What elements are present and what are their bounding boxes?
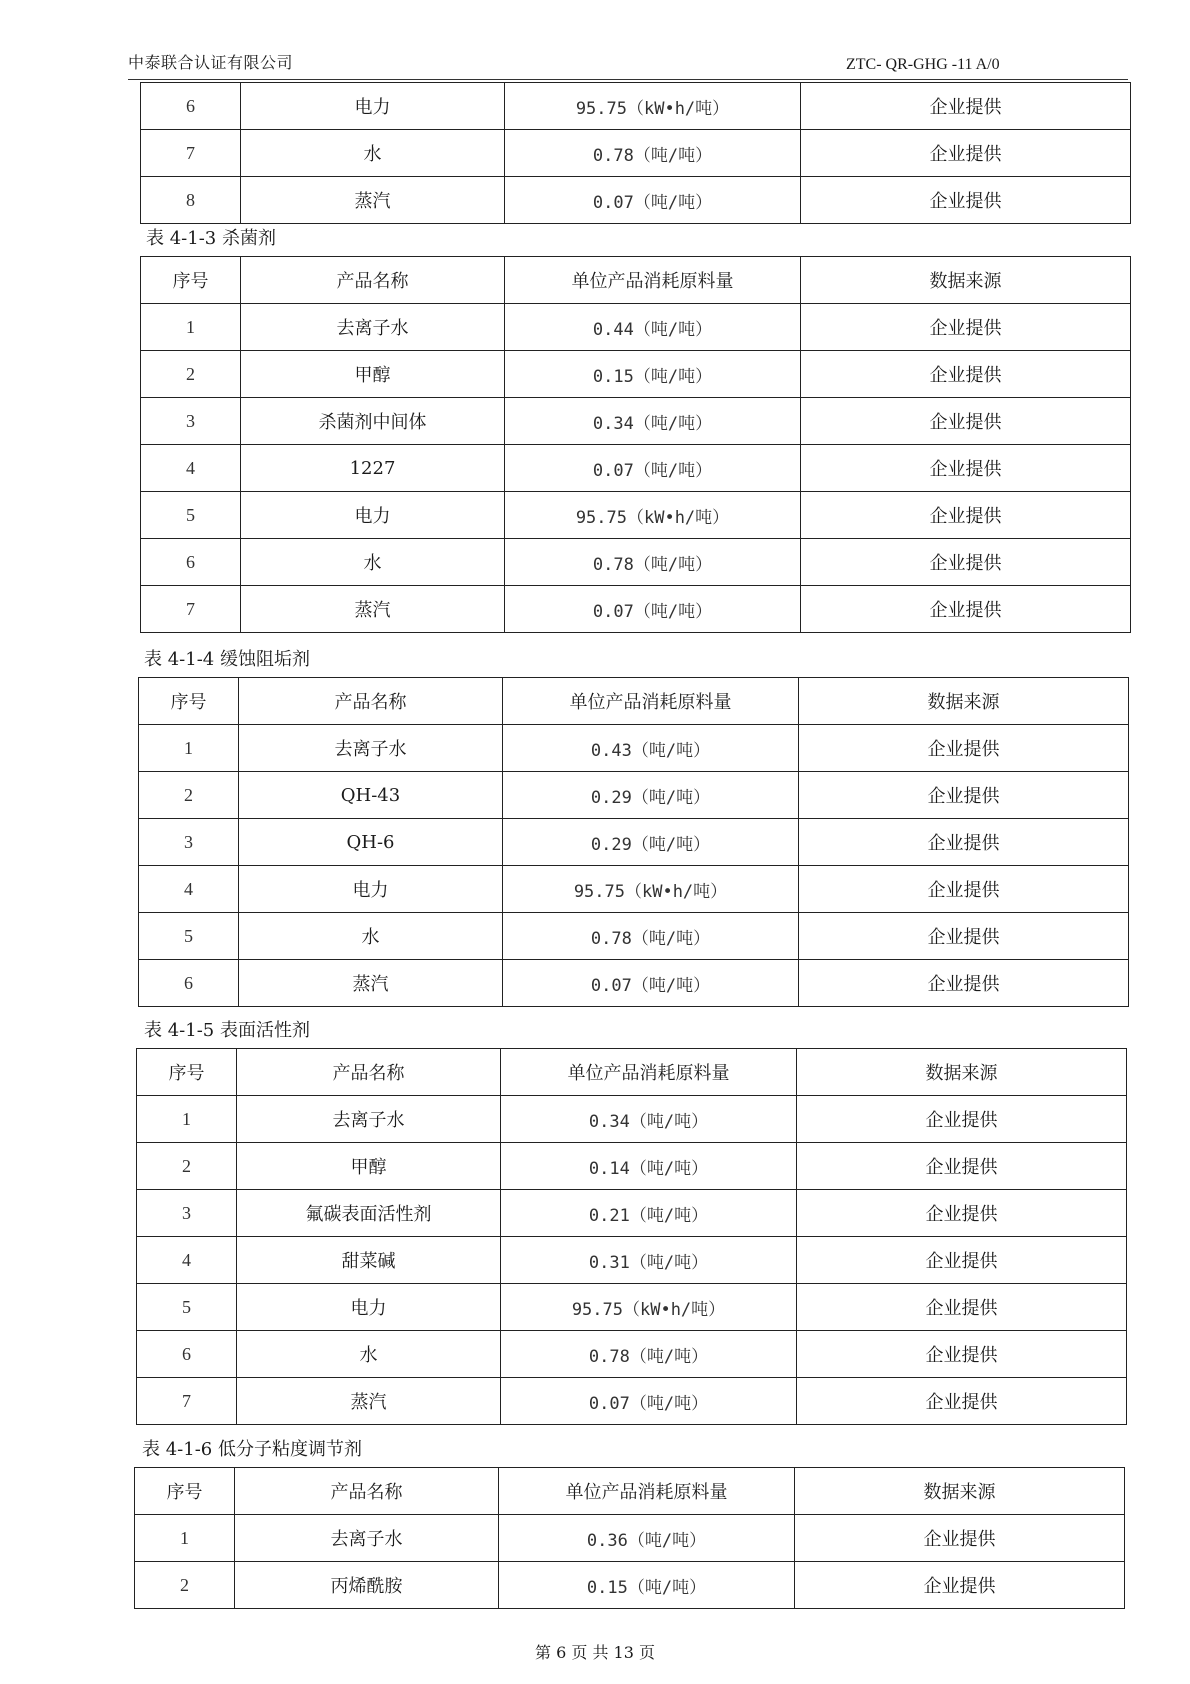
table-caption-4-1-3: 表 4-1-3 杀菌剂 [146,228,276,249]
header-cell: 单位产品消耗原料量 [505,257,801,304]
table-row [139,866,1129,913]
table-row [139,725,1129,772]
table-row [135,1562,1125,1609]
product-name-cell: 去离子水 [241,304,505,351]
consumption-cell: 0.15（吨/吨） [505,351,801,398]
product-name-cell: 电力 [239,866,503,913]
product-name-cell: 蒸汽 [237,1378,501,1425]
consumption-cell: 95.75（kW•h/吨） [503,866,799,913]
header-cell: 数据来源 [797,1049,1127,1096]
header-cell: 数据来源 [801,257,1131,304]
table-caption-4-1-4: 表 4-1-4 缓蚀阻垢剂 [144,649,310,670]
data-source-cell: 企业提供 [799,913,1129,960]
data-source-cell: 企业提供 [795,1562,1125,1609]
consumption-cell: 0.07（吨/吨） [505,177,801,224]
data-source-cell: 企业提供 [799,772,1129,819]
table-header-row [137,1049,1127,1096]
header-cell: 单位产品消耗原料量 [499,1468,795,1515]
data-source-cell: 企业提供 [799,960,1129,1007]
header-cell: 产品名称 [237,1049,501,1096]
consumption-cell: 0.44（吨/吨） [505,304,801,351]
table-row [141,177,1131,224]
table-row [139,960,1129,1007]
header-cell: 单位产品消耗原料量 [503,678,799,725]
row-index-cell: 2 [135,1562,235,1609]
data-source-cell: 企业提供 [799,819,1129,866]
table-row [137,1378,1127,1425]
product-name-cell: 去离子水 [235,1515,499,1562]
row-index-cell: 3 [137,1190,237,1237]
table-row [135,1515,1125,1562]
table-row [141,539,1131,586]
row-index-cell: 6 [141,83,241,130]
row-index-cell: 4 [141,445,241,492]
product-name-cell: 电力 [237,1284,501,1331]
table-row [141,445,1131,492]
table-row [139,913,1129,960]
header-cell: 单位产品消耗原料量 [501,1049,797,1096]
data-source-cell: 企业提供 [801,539,1131,586]
table-row [141,304,1131,351]
consumption-cell: 0.15（吨/吨） [499,1562,795,1609]
data-source-cell: 企业提供 [797,1190,1127,1237]
table-row [141,351,1131,398]
table-row [139,819,1129,866]
table-row [137,1331,1127,1378]
table-caption-4-1-5: 表 4-1-5 表面活性剂 [144,1020,310,1041]
table-row [141,586,1131,633]
table-row [137,1096,1127,1143]
product-name-cell: 水 [237,1331,501,1378]
header-cell: 产品名称 [239,678,503,725]
header-cell: 产品名称 [235,1468,499,1515]
row-index-cell: 2 [141,351,241,398]
row-index-cell: 3 [139,819,239,866]
row-index-cell: 4 [139,866,239,913]
row-index-cell: 2 [137,1143,237,1190]
company-name: 中泰联合认证有限公司 [128,53,294,72]
data-source-cell: 企业提供 [797,1237,1127,1284]
table-row [137,1237,1127,1284]
product-name-cell: 甲醇 [241,351,505,398]
table-row [141,398,1131,445]
consumption-cell: 95.75（kW•h/吨） [501,1284,797,1331]
data-source-cell: 企业提供 [797,1378,1127,1425]
product-name-cell: 蒸汽 [241,177,505,224]
row-index-cell: 8 [141,177,241,224]
header-cell: 序号 [137,1049,237,1096]
consumption-cell: 0.07（吨/吨） [503,960,799,1007]
table-header-row [139,678,1129,725]
table-4-1-3 [140,256,1131,633]
table-4-1-6 [134,1467,1125,1609]
product-name-cell: 电力 [241,492,505,539]
data-source-cell: 企业提供 [797,1284,1127,1331]
header-cell: 数据来源 [799,678,1129,725]
product-name-cell: 氟碳表面活性剂 [237,1190,501,1237]
table-row [137,1284,1127,1331]
table-4-1-4 [138,677,1129,1007]
header-cell: 序号 [141,257,241,304]
consumption-cell: 0.78（吨/吨） [505,539,801,586]
table-header-row [135,1468,1125,1515]
table-header-row [141,257,1131,304]
table-4-1-5 [136,1048,1127,1425]
row-index-cell: 6 [137,1331,237,1378]
header-cell: 数据来源 [795,1468,1125,1515]
row-index-cell: 7 [137,1378,237,1425]
consumption-cell: 0.07（吨/吨） [505,586,801,633]
product-name-cell: 水 [241,539,505,586]
product-name-cell: 电力 [241,83,505,130]
table-row [137,1143,1127,1190]
consumption-cell: 0.78（吨/吨） [505,130,801,177]
consumption-cell: 0.14（吨/吨） [501,1143,797,1190]
data-source-cell: 企业提供 [799,866,1129,913]
data-source-cell: 企业提供 [801,304,1131,351]
row-index-cell: 4 [137,1237,237,1284]
consumption-cell: 0.31（吨/吨） [501,1237,797,1284]
table-continued [140,82,1131,224]
consumption-cell: 0.29（吨/吨） [503,819,799,866]
consumption-cell: 0.34（吨/吨） [505,398,801,445]
product-name-cell: QH-43 [239,772,503,819]
product-name-cell: 杀菌剂中间体 [241,398,505,445]
row-index-cell: 6 [139,960,239,1007]
row-index-cell: 1 [137,1096,237,1143]
header-cell: 产品名称 [241,257,505,304]
consumption-cell: 0.43（吨/吨） [503,725,799,772]
consumption-cell: 95.75（kW•h/吨） [505,492,801,539]
consumption-cell: 0.07（吨/吨） [505,445,801,492]
row-index-cell: 7 [141,130,241,177]
product-name-cell: 水 [239,913,503,960]
page-number: 第 6 页 共 13 页 [535,1643,655,1662]
header-rule [128,79,1128,80]
product-name-cell: 甜菜碱 [237,1237,501,1284]
data-source-cell: 企业提供 [801,83,1131,130]
data-source-cell: 企业提供 [797,1331,1127,1378]
row-index-cell: 5 [141,492,241,539]
consumption-cell: 0.78（吨/吨） [501,1331,797,1378]
consumption-cell: 0.07（吨/吨） [501,1378,797,1425]
row-index-cell: 1 [135,1515,235,1562]
row-index-cell: 5 [137,1284,237,1331]
row-index-cell: 2 [139,772,239,819]
row-index-cell: 1 [139,725,239,772]
data-source-cell: 企业提供 [801,492,1131,539]
data-source-cell: 企业提供 [799,725,1129,772]
table-row [141,130,1131,177]
data-source-cell: 企业提供 [797,1096,1127,1143]
data-source-cell: 企业提供 [801,177,1131,224]
data-source-cell: 企业提供 [801,586,1131,633]
product-name-cell: 蒸汽 [239,960,503,1007]
product-name-cell: 去离子水 [237,1096,501,1143]
header-cell: 序号 [135,1468,235,1515]
table-row [137,1190,1127,1237]
data-source-cell: 企业提供 [801,351,1131,398]
table-row [139,772,1129,819]
consumption-cell: 0.29（吨/吨） [503,772,799,819]
consumption-cell: 95.75（kW•h/吨） [505,83,801,130]
row-index-cell: 3 [141,398,241,445]
product-name-cell: 丙烯酰胺 [235,1562,499,1609]
consumption-cell: 0.34（吨/吨） [501,1096,797,1143]
consumption-cell: 0.36（吨/吨） [499,1515,795,1562]
product-name-cell: 甲醇 [237,1143,501,1190]
row-index-cell: 1 [141,304,241,351]
product-name-cell: 蒸汽 [241,586,505,633]
consumption-cell: 0.21（吨/吨） [501,1190,797,1237]
product-name-cell: QH-6 [239,819,503,866]
row-index-cell: 6 [141,539,241,586]
product-name-cell: 1227 [241,445,505,492]
table-caption-4-1-6: 表 4-1-6 低分子粘度调节剂 [142,1439,362,1460]
row-index-cell: 5 [139,913,239,960]
data-source-cell: 企业提供 [797,1143,1127,1190]
data-source-cell: 企业提供 [801,445,1131,492]
table-row [141,492,1131,539]
table-row [141,83,1131,130]
data-source-cell: 企业提供 [801,130,1131,177]
document-code: ZTC- QR-GHG -11 A/0 [846,56,1000,73]
data-source-cell: 企业提供 [801,398,1131,445]
product-name-cell: 去离子水 [239,725,503,772]
product-name-cell: 水 [241,130,505,177]
row-index-cell: 7 [141,586,241,633]
consumption-cell: 0.78（吨/吨） [503,913,799,960]
header-cell: 序号 [139,678,239,725]
data-source-cell: 企业提供 [795,1515,1125,1562]
